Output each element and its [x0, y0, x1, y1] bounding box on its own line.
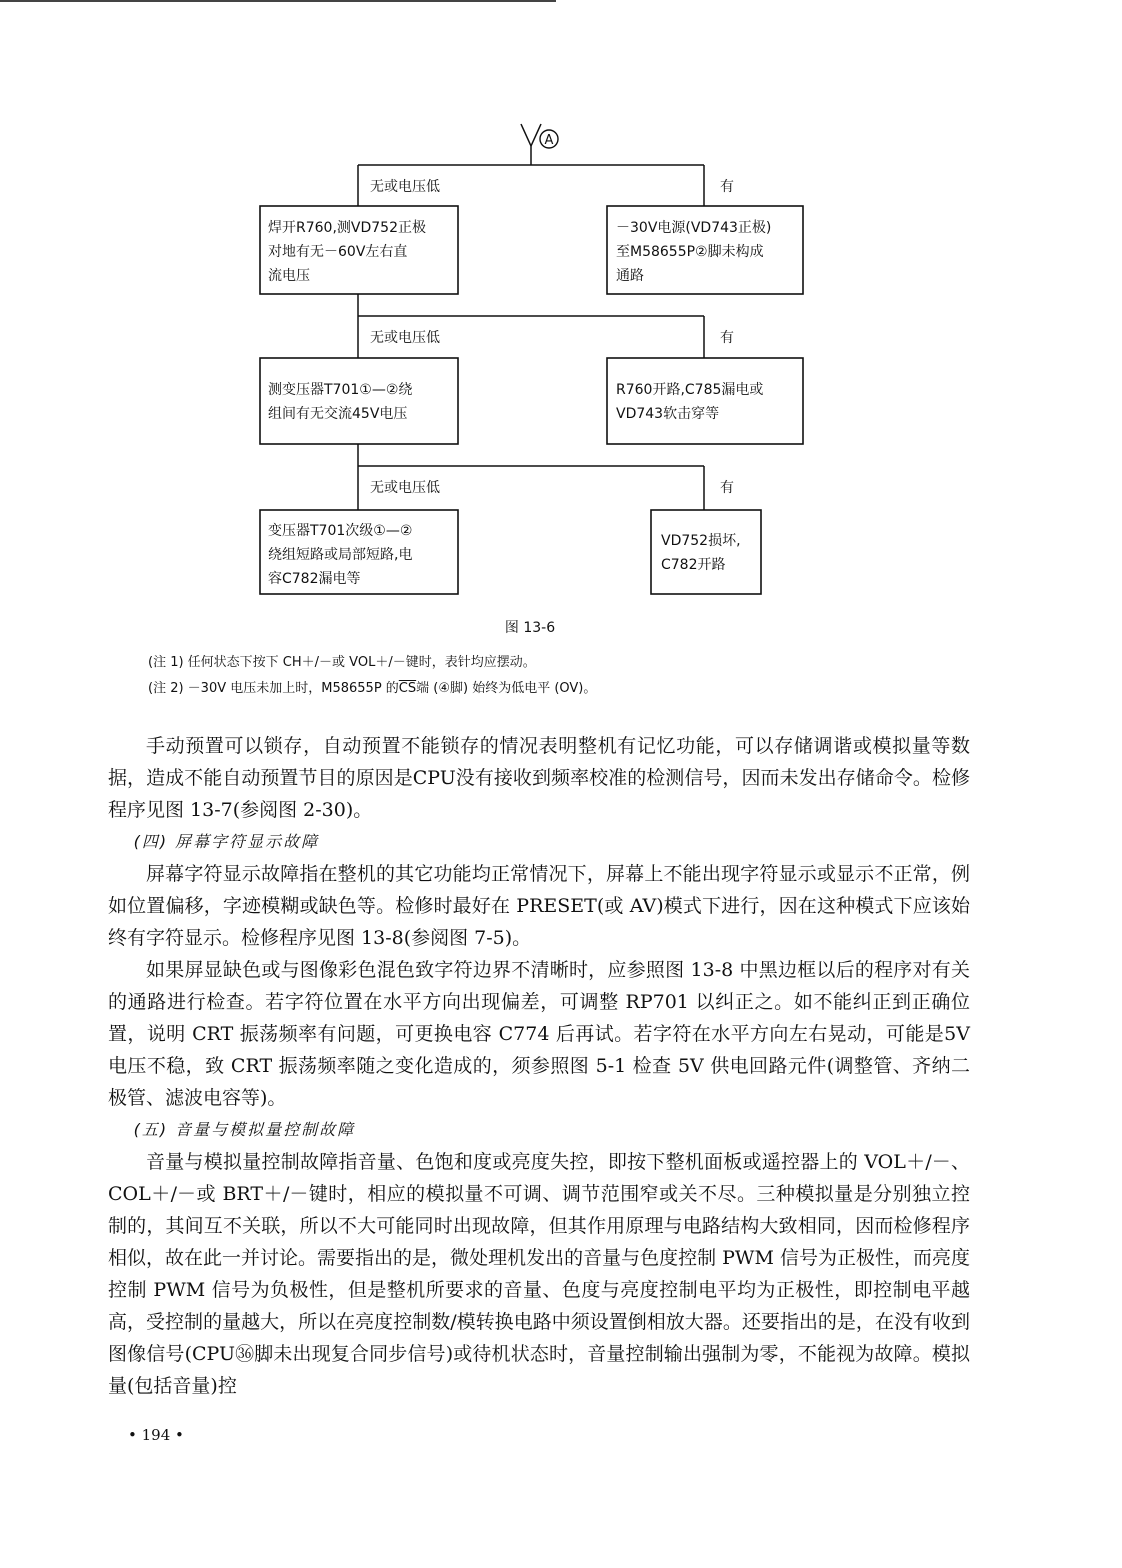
flowchart-box-level1-left	[260, 206, 458, 294]
section-heading-5: (五) 音量与模拟量控制故障	[133, 1120, 356, 1139]
section-heading-4: (四) 屏幕字符显示故障	[133, 832, 320, 851]
branch-label-yes-2: 有	[720, 330, 734, 346]
branch-label-no-3: 无或电压低	[370, 480, 440, 496]
flowchart-figure-13-6	[0, 0, 1122, 610]
box-line: 至M58655P②脚未构成	[616, 244, 764, 260]
paragraph: 手动预置可以锁存，自动预置不能锁存的情况表明整机有记忆功能，可以存储调谐或模拟量等数据，造成不能自动预置节目的原因是CPU没有接收到频率校准的检测信号，因而未发出存储命令。检修程序见图 13-7(参阅图 2-30)。	[108, 735, 970, 821]
box-line: R760开路,C785漏电或	[616, 382, 764, 398]
branch-label-yes-1: 有	[720, 179, 734, 195]
box-line: 通路	[616, 268, 644, 284]
box-line: 测变压器T701①—②绕	[268, 382, 413, 398]
flowchart-box-level1-right	[607, 206, 803, 294]
body-text	[108, 730, 970, 1402]
flowchart-box-level3-right	[651, 510, 761, 594]
box-line: 绕组短路或局部短路,电	[268, 547, 413, 563]
box-line: 流电压	[268, 268, 310, 284]
note-2-text-after: 端 (④脚) 始终为低电平 (OV)。	[416, 681, 597, 696]
paragraph: 音量与模拟量控制故障指音量、色饱和度或亮度失控，即按下整机面板或遥控器上的 VOL＋/－、COL＋/－或 BRT＋/－键时，相应的模拟量不可调、调节范围窄或关不尽。三种模拟量是分别独立控制的，其间互不关联，所以不大可能同时出现故障，但其作用原理与电路结构大致相同，因而检修程序相似，故在此一并讨论。需要指出的是，微处理机发出的音量与色度控制 PWM 信号为正极性，而亮度控制 PWM 信号为负极性，但是整机所要求的音量、色度与亮度控制电平均为正极性，即控制电平越高，受控制的量越大，所以在亮度控制数/模转换电路中须设置倒相放大器。还要指出的是，在没有收到图像信号(CPU㊱脚未出现复合同步信号)或待机状态时，音量控制输出强制为零，不能视为故障。模拟量(包括音量)控	[108, 1151, 970, 1397]
note-2-text-before: (注 2) －30V 电压未加上时，M58655P 的	[148, 681, 399, 696]
figure-caption: 图 13-6	[504, 620, 556, 636]
box-line: 变压器T701次级①—②	[268, 523, 413, 539]
flowchart-box-level3-left	[260, 510, 458, 594]
box-line: 对地有无－60V左右直	[268, 244, 408, 260]
box-line: VD743软击穿等	[616, 406, 720, 422]
flowchart-box-level2-right	[607, 358, 803, 444]
box-line: －30V电源(VD743正极)	[616, 220, 772, 236]
paragraph: 如果屏显缺色或与图像彩色混色致字符边界不清晰时，应参照图 13-8 中黑边框以后的程序对有关的通路进行检查。若字符位置在水平方向出现偏差，可调整 RP701 以纠正之。如不能纠正到正确位置，说明 CRT 振荡频率有问题，可更换电容 C774 后再试。若字符在水平方向左右晃动，可能是5V 电压不稳，致 CRT 振荡频率随之变化造成的，须参照图 5-1 检查 5V 供电回路元件(调整管、齐纳二极管、滤波电容等)。	[108, 959, 970, 1109]
flowchart-start-marker	[521, 124, 558, 148]
paragraph: 屏幕字符显示故障指在整机的其它功能均正常情况下，屏幕上不能出现字符显示或显示不正常，例如位置偏移，字迹模糊或缺色等。检修时最好在 PRESET(或 AV)模式下进行，因在这种模式下应该始终有字符显示。检修程序见图 13-8(参阅图 7-5)。	[108, 863, 970, 949]
note-2-cs-signal: $\overline{CS}$	[398, 681, 417, 696]
flowchart-connectors	[358, 146, 704, 510]
start-marker-label: A	[544, 133, 554, 148]
flowchart-box-level2-left	[260, 358, 458, 444]
note-2	[148, 677, 596, 696]
branch-label-no-2: 无或电压低	[370, 330, 440, 346]
note-1: (注 1) 任何状态下按下 CH＋/－或 VOL＋/－键时，表针均应摆动。	[148, 655, 536, 670]
box-line: VD752损坏,	[661, 533, 741, 549]
box-line: C782开路	[661, 557, 726, 573]
box-line: 容C782漏电等	[268, 571, 361, 587]
branch-label-no-1: 无或电压低	[370, 179, 440, 195]
page-number: • 194 •	[128, 1426, 184, 1444]
box-line: 组间有无交流45V电压	[268, 406, 408, 422]
branch-label-yes-3: 有	[720, 480, 734, 496]
box-line: 焊开R760,测VD752正极	[268, 220, 426, 236]
